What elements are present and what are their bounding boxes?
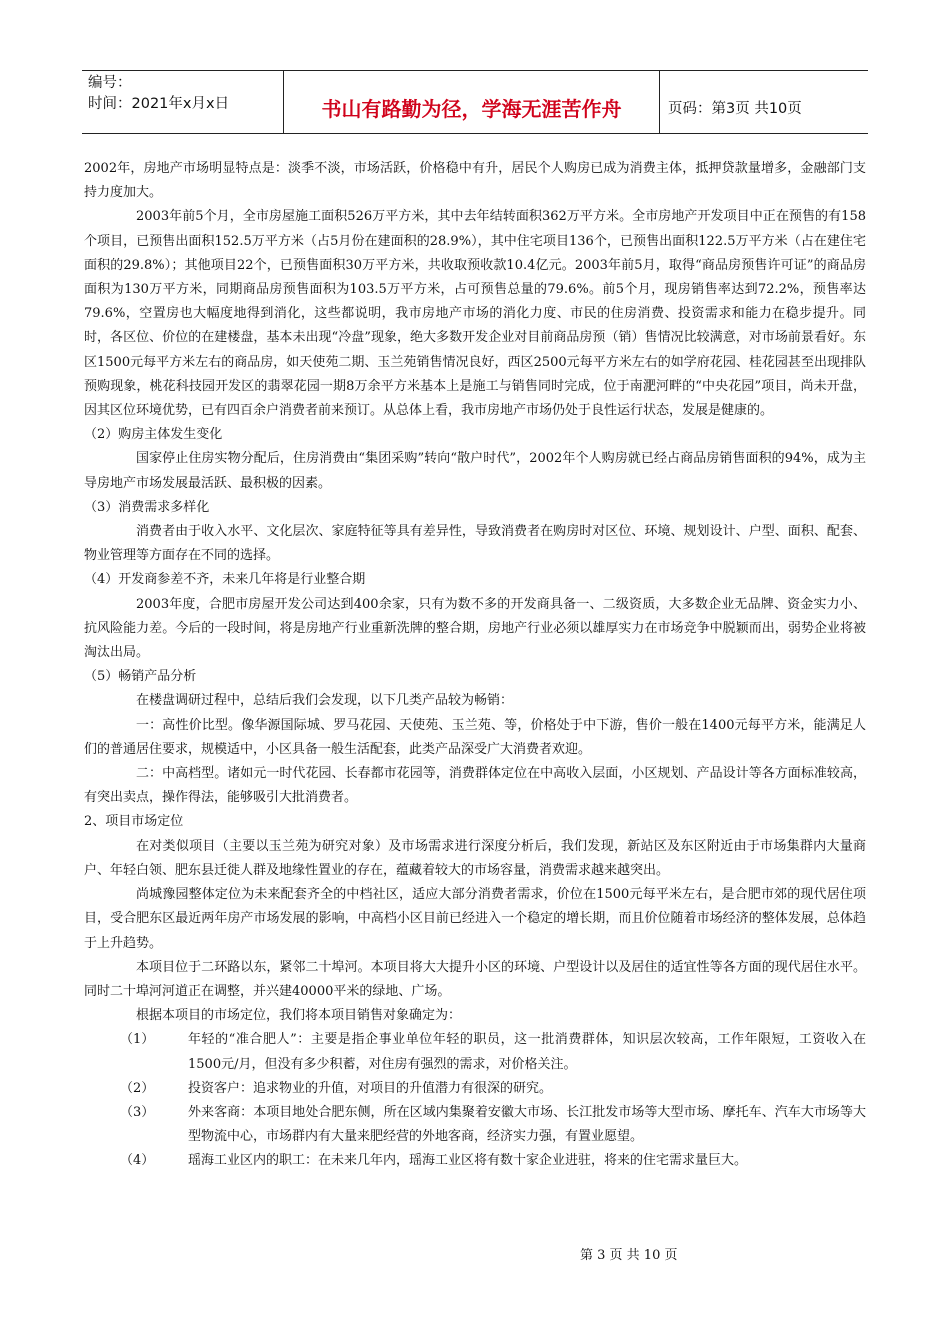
list-text: 投资客户：追求物业的升值，对项目的升值潜力有很深的研究。 <box>188 1080 553 1096</box>
document-number-label: 编号： <box>88 75 132 91</box>
section-heading: （5）畅销产品分析 <box>84 669 197 685</box>
target-customer-list <box>84 1028 866 1173</box>
document-time-label: 时间：2021年x月x日 <box>88 96 230 112</box>
paragraph: 本项目位于二环路以东，紧邻二十埠河。本项目将大大提升小区的环境、户型设计以及居住的适宜性等各方面的现代居住水平。同时二十埠河河道正在调整，并兴建40000平米的绿地、广场。 <box>84 959 866 999</box>
paragraph: 二：中高档型。诸如元一时代花园、长春都市花园等，消费群体定位在中高收入层面，小区规划、产品设计等各方面标准较高，有突出卖点，操作得法，能够吸引大批消费者。 <box>84 766 866 806</box>
list-item <box>84 1101 866 1149</box>
paragraph: 一：高性价比型。像华源国际城、罗马花园、天使苑、玉兰苑、等，价格处于中下游，售价一般在1400元每平方米，能满足人们的普通居住要求，规模适中，小区具备一般生活配套，此类产品深受广大消费者欢迎。 <box>84 717 866 757</box>
paragraph: 在对类似项目（主要以玉兰苑为研究对象）及市场需求进行深度分析后，我们发现，新站区及东区附近由于市场集群内大量商户、年轻白领、肥东县迁徙人群及地缘性置业的存在，蕴藏着较大的市场容量，消费需求越来越突出。 <box>84 838 866 878</box>
paragraph: 尚城豫园整体定位为未来配套齐全的中档社区，适应大部分消费者需求，价位在1500元每平米左右，是合肥市郊的现代居住项目，受合肥东区最近两年房产市场发展的影响，中高档小区目前已经进入一个稳定的增长期，而且价位随着市场经济的整体发展，总体趋于上升趋势。 <box>84 887 866 951</box>
paragraph: 消费者由于收入水平、文化层次、家庭特征等具有差异性，导致消费者在购房时对区位、环境、规划设计、户型、面积、配套、物业管理等方面存在不同的选择。 <box>84 524 866 564</box>
section-heading: （3）消费需求多样化 <box>84 499 210 515</box>
document-body <box>84 157 866 1174</box>
list-text: 瑶海工业区内的职工：在未来几年内，瑶海工业区将有数十家企业进驻，将来的住宅需求量巨大。 <box>188 1153 748 1169</box>
paragraph: 国家停止住房实物分配后，住房消费由“集团采购”转向“散户时代”，2002年个人购房就已经占商品房销售面积的94%，成为主导房地产市场发展最活跃、最积极的因素。 <box>84 451 866 491</box>
header-page-label: 页码：第3页 共10页 <box>668 100 802 117</box>
list-number: （4） <box>120 1153 155 1169</box>
list-number: （1） <box>120 1032 155 1048</box>
list-item <box>84 1077 866 1101</box>
paragraph: 2003年前5个月，全市房屋施工面积526万平方米，其中去年结转面积362万平方米。全市房地产开发项目中正在预售的有158个项目，已预售出面积152.5万平方米（占5月份在建面积的28.9%），其中住宅项目136个，已预售出面积122.5万平方米（占在建住宅面积的29.8%）；其他项目22个，已预售面积30万平方米，共收取预收款10.4亿元。2003年前5月，取得“商品房预售许可证”的商品房面积为130万平方米，同期商品房预售面积为103.5万平方米，占可预售总量的79.6%。前5个月，现房销售率达到72.2%，预售率达79.6%，空置房也大幅度地得到消化，这些都说明，我市房地产市场的消化力度、市民的住房消费、投资需求和能力在稳步提升。同时，各区位、价位的在建楼盘，基本未出现“冷盘”现象，绝大多数开发企业对目前商品房预（销）售情况比较满意，对市场前景看好。东区1500元每平方米左右的商品房，如天使苑二期、玉兰苑销售情况良好，西区2500元每平方米左右的如学府花园、桂花园甚至出现排队预购现象，桃花科技园开发区的翡翠花园一期8万余平方米基本上是施工与销售同时完成，位于南淝河畔的“中央花园”项目，尚未开盘，因其区位环境优势，已有四百余户消费者前来预订。从总体上看，我市房地产市场仍处于良性运行状态，发展是健康的。 <box>84 209 866 419</box>
list-text: 年轻的“准合肥人”：主要是指企事业单位年轻的职员，这一批消费群体，知识层次较高，工作年限短，工资收入在1500元/月，但没有多少积蓄，对住房有强烈的需求，对价格关注。 <box>188 1032 866 1072</box>
list-item <box>84 1028 866 1076</box>
page-header <box>82 70 868 134</box>
header-meta <box>82 71 284 133</box>
list-item <box>84 1149 866 1173</box>
list-number: （3） <box>120 1104 155 1120</box>
paragraph: 在楼盘调研过程中，总结后我们会发现，以下几类产品较为畅销： <box>136 693 514 709</box>
paragraph: 根据本项目的市场定位，我们将本项目销售对象确定为： <box>136 1008 462 1024</box>
header-motto: 书山有路勤为径，学海无涯苦作舟 <box>284 71 660 133</box>
section-heading: （4）开发商参差不齐，未来几年将是行业整合期 <box>84 572 366 588</box>
paragraph: 2003年度，合肥市房屋开发公司达到400余家，只有为数不多的开发商具备一、二级资质，大多数企业无品牌、资金实力小、抗风险能力差。今后的一段时间，将是房地产行业重新洗牌的整合期，房地产行业必须以雄厚实力在市场竞争中脱颖而出，弱势企业将被淘汰出局。 <box>84 596 866 661</box>
list-number: （2） <box>120 1080 155 1096</box>
list-text: 外来客商：本项目地处合肥东侧，所在区域内集聚着安徽大市场、长江批发市场等大型市场、摩托车、汽车大市场等大型物流中心，市场群内有大量来肥经营的外地客商，经济实力强，有置业愿望。 <box>188 1104 866 1145</box>
paragraph: 2002年，房地产市场明显特点是：淡季不淡，市场活跃，价格稳中有升，居民个人购房已成为消费主体，抵押贷款量增多，金融部门支持力度加大。 <box>84 161 866 201</box>
page-footer: 第 3 页 共 10 页 <box>580 1248 678 1263</box>
section-heading: 2、项目市场定位 <box>84 814 184 830</box>
section-heading: （2）购房主体发生变化 <box>84 427 223 443</box>
